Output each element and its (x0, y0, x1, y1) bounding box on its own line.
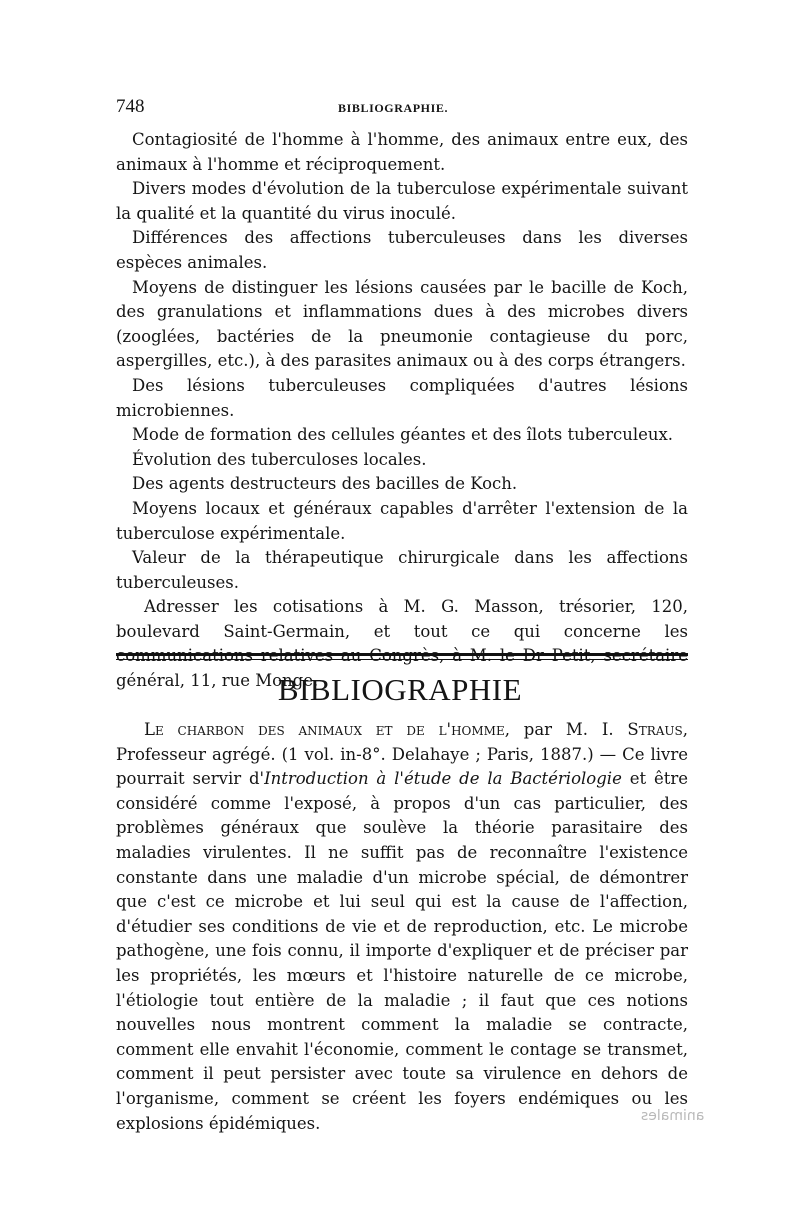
section-title: BIBLIOGRAPHIE (277, 672, 523, 707)
bibliography-review (116, 718, 688, 1136)
review-paragraph (116, 718, 688, 1136)
paragraph-means-to-stop: Moyens locaux et généraux capables d'arrêter l'extension de la tuberculose expérimentale. (116, 498, 688, 543)
review-body: et être considéré comme l'exposé, à propos d'un cas particulier, des problèmes généraux que soulève la théorie parasitaire des maladies virulentes. Il ne suffit pas de reconnaître l'existence constante dans une maladie d'un microbe spécial, de démontrer que c'est ce microbe et lui seul qui est la cause de l'affection, d'étudier ses conditions de vie et de reproduction, etc. Le microbe pathogène, une fois connu, il importe d'expliquer et de préciser par les propriétés, les mœurs et l'histoire naturelle de ce microbe, l'étiologie tout entière de la maladie ; il faut que ces notions nouvelles nous montrent comment la maladie se contracte, comment elle envahit l'économie, comment le contage se transmet, comment il peut persister avec toute sa virulence en dehors de l'organisme, comment se créent les foyers endémiques ou les explosions épidémiques. (116, 769, 689, 1133)
review-author-prefix: par M. I. (523, 720, 628, 739)
paragraph-giant-cells: Mode de formation des cellules géantes et des îlots tuberculeux. (132, 425, 674, 445)
page-number: 748 (116, 96, 145, 117)
paragraph-surgical-therapy: Valeur de la thérapeutique chirurgicale dans les affections tuberculeuses. (116, 548, 688, 592)
paragraph-local-tuberculosis: Évolution des tuberculoses locales. (132, 449, 427, 469)
divider-thick-rule (116, 653, 688, 656)
review-book-title: Le charbon des animaux et de l'homme, (144, 720, 510, 739)
paragraph-distinguish-lesions: Moyens de distinguer les lésions causées par le bacille de Koch, des granulations et inflammations dues à des microbes divers (zooglées, bactéries de la pneumonie contagieuse du porc, aspergilles, etc.), à des parasites animaux ou à des corps étrangers. (116, 277, 688, 371)
running-head (116, 96, 688, 122)
divider-thin-rule (116, 659, 688, 660)
paragraph-destructive-agents: Des agents destructeurs des bacilles de Koch. (132, 474, 518, 494)
paragraph-contagion: Contagiosité de l'homme à l'homme, des animaux entre eux, des animaux à l'homme et réciproquement. (116, 130, 688, 174)
running-title: BIBLIOGRAPHIE. (338, 101, 449, 115)
review-author-role: , Professeur agrégé. (1 vol. in-8°. Delahaye ; Paris, 1887.) — Ce livre pourrait servir d' (116, 720, 688, 789)
review-quoted-title: Introduction à l'étude de la Bactériologie (264, 769, 622, 789)
paragraph-evolution-modes: Divers modes d'évolution de la tuberculose expérimentale suivant la qualité et la quantité du virus inoculé. (116, 179, 688, 223)
review-author-name: Straus (627, 720, 683, 739)
paragraph-contact-info: Adresser les cotisations à M. G. Masson, trésorier, 120, boulevard Saint-Germain, et tout ce qui concerne les général, 11, rue Monge. (116, 597, 688, 691)
paragraph-complicated-lesions: Des lésions tuberculeuses compliquées d'autres lésions microbiennes. (116, 375, 688, 420)
section-divider (116, 653, 688, 660)
paragraph-differences: Différences des affections tuberculeuses dans les diverses espèces animales. (116, 228, 688, 272)
show-through-text: animales (640, 1108, 704, 1124)
congress-program-text (116, 128, 688, 694)
